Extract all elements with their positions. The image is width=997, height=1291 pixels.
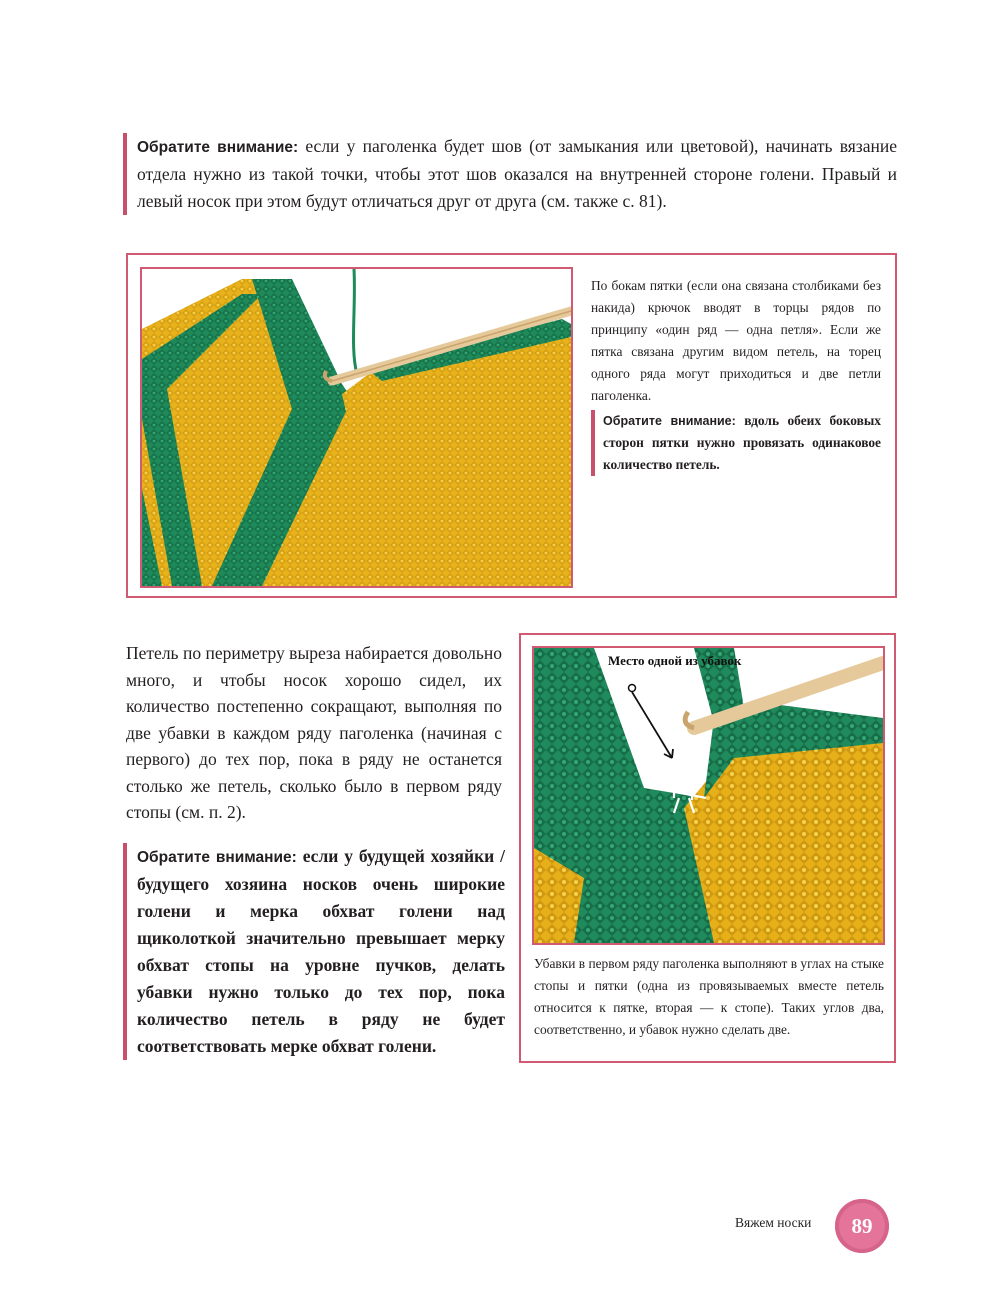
- section-title: Вяжем носки: [735, 1215, 812, 1230]
- figure-heel-sides: [126, 253, 897, 598]
- figure-caption: По бокам пятки (если она связана столбиками без накида) крючок вводят в торцы рядов по принципу «один ряд — одна петля». Если же пятка связана другим видом петель, на торец одного ряда могут приходиться и две петли паголенка.: [591, 278, 881, 403]
- decrease-illustration: [534, 648, 883, 943]
- photo-decrease: [532, 646, 885, 945]
- decrease-label: Место одной из убавок: [608, 653, 742, 668]
- figure-caption: Убавки в первом ряду паголенка выполняют в углах на стыке стопы и пятки (одна из провязываемых вместе петель относится к пятке, вторая — к стопе). Таких углов два, соответственно, и убавок нужно сделать две.: [534, 956, 884, 1037]
- note-shin-seam: [123, 133, 897, 215]
- figure-note-text: вдоль обеих боковых сторон пятки нужно провязать одинаковое количество петель.: [603, 413, 881, 472]
- note-wide-shin: [123, 843, 505, 1060]
- note-text: если у будущей хозяйки / будущего хозяина носков очень широкие голени и мерка обхват голени над щиколоткой значительно превышает мерку обхват стопы на уровне пучков, делать убавки нужно только до тех пор, пока количество петель в ряду не будет соответствовать мерке обхват голени.: [137, 846, 505, 1056]
- page-number: 89: [851, 1213, 873, 1238]
- figure-note-label: Обратите внимание:: [603, 414, 736, 428]
- note-label: Обратите внимание:: [137, 139, 299, 156]
- crochet-illustration: [142, 269, 571, 586]
- body-paragraph: Петель по периметру выреза набирается довольно много, и чтобы носок хорошо сидел, их количество постепенно сокращают, выполняя по две убавки в каждом ряду паголенка (начиная с первого) до тех пор, пока в ряду не останется столько же петель, сколько было в первом ряду стопы (см. п. 2).: [126, 643, 502, 822]
- page-number-badge: [835, 1199, 889, 1253]
- figure-decrease-corner: [519, 633, 896, 1063]
- note-label: Обратите внимание:: [137, 849, 297, 866]
- figure-note: [591, 410, 881, 476]
- photo-heel-crochet: [140, 267, 573, 588]
- note-text: если у паголенка будет шов (от замыкания или цветовой), начинать вязание отдела нужно из такой точки, чтобы этот шов оказался на внутренней стороне голени. Правый и левый носок при этом будут отличаться друг от друга (см. также с. 81).: [137, 136, 897, 211]
